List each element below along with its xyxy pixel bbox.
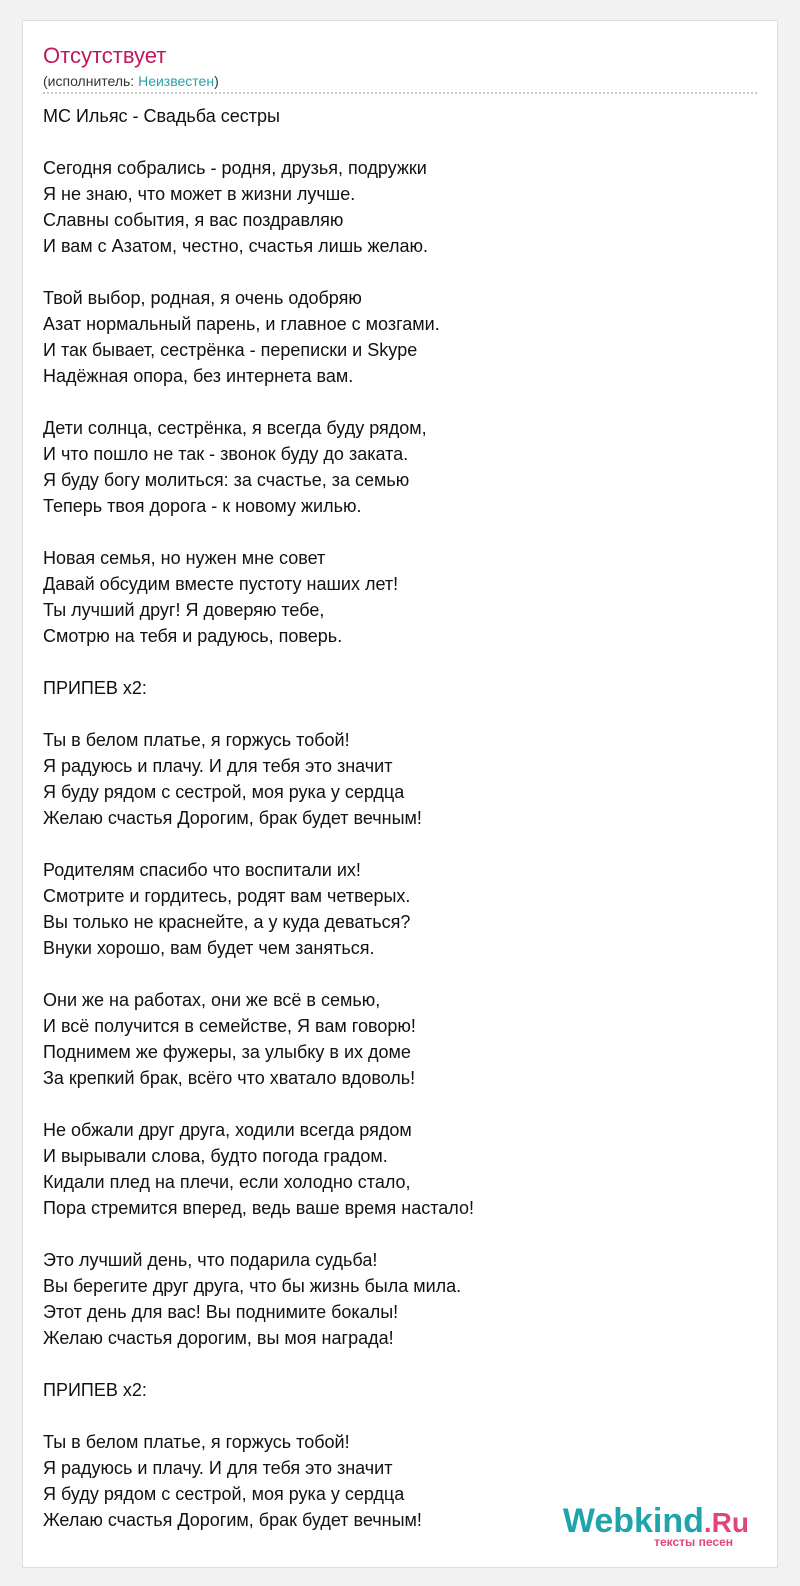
lyric-line: Новая семья, но нужен мне совет [43,548,326,568]
verse-block [43,1117,757,1221]
dotted-divider [43,92,757,94]
lyric-line: Пора стремится вперед, ведь ваше время настало! [43,1198,475,1218]
artist-line [43,71,757,91]
lyric-line: Дети солнца, сестрёнка, я всегда буду рядом, [43,418,427,438]
song-name-line-block [43,103,757,129]
lyric-line: Я буду богу молиться: за счастье, за семью [43,470,410,490]
verse-block [43,857,757,961]
lyric-line: ПРИПЕВ х2: [43,1380,147,1400]
lyrics-card [22,20,778,1568]
lyric-line: Желаю счастья дорогим, вы моя награда! [43,1328,394,1348]
verse-block [43,987,757,1091]
verse-block [43,1247,757,1351]
lyric-line: Твой выбор, родная, я очень одобряю [43,288,362,308]
lyric-line: Поднимем же фужеры, за улыбку в их доме [43,1042,411,1062]
lyric-line: Желаю счастья Дорогим, брак будет вечным! [43,1510,422,1530]
verse-block [43,285,757,389]
lyric-line: Они же на работах, они же всё в семью, [43,990,381,1010]
artist-prefix: (исполнитель: [43,73,139,89]
lyric-line: Надёжная опора, без интернета вам. [43,366,354,386]
lyric-line: Этот день для вас! Вы поднимите бокалы! [43,1302,399,1322]
lyric-line: Я не знаю, что может в жизни лучше. [43,184,356,204]
webkind-tagline: тексты песен [654,1535,733,1549]
lyric-line: За крепкий брак, всёго что хватало вдоволь! [43,1068,416,1088]
song-name-line: МС Ильяс - Свадьба сестры [43,106,280,126]
lyric-line: Азат нормальный парень, и главное с мозгами. [43,314,440,334]
lyric-line: Желаю счастья Дорогим, брак будет вечным! [43,808,422,828]
lyric-line: Ты в белом платье, я горжусь тобой! [43,730,350,750]
lyric-line: И всё получится в семействе, Я вам говорю! [43,1016,416,1036]
verse-block [43,1377,757,1403]
lyric-line: Я радуюсь и плачу. И для тебя это значит [43,756,393,776]
lyric-line: И так бывает, сестрёнка - переписки и Skype [43,340,418,360]
lyric-line: И вырывали слова, будто погода градом. [43,1146,388,1166]
lyric-line: Сегодня собрались - родня, друзья, подружки [43,158,427,178]
lyric-line: Смотрю на тебя и радуюсь, поверь. [43,626,343,646]
lyric-line: Славны события, я вас поздравляю [43,210,344,230]
lyric-line: Смотрите и гордитесь, родят вам четверых. [43,886,411,906]
lyrics-text [43,103,757,1559]
verse-block [43,545,757,649]
verse-block [43,415,757,519]
verse-block [43,727,757,831]
lyric-line: И что пошло не так - звонок буду до заката. [43,444,409,464]
lyric-line: Родителям спасибо что воспитали их! [43,860,361,880]
lyric-line: Это лучший день, что подарила судьба! [43,1250,378,1270]
lyric-line: Ты в белом платье, я горжусь тобой! [43,1432,350,1452]
webkind-brand: Webkind [562,1502,704,1540]
lyric-line: Вы берегите друг друга, что бы жизнь была мила. [43,1276,462,1296]
lyric-line: Я радуюсь и плачу. И для тебя это значит [43,1458,393,1478]
webkind-tld: .Ru [703,1507,749,1538]
lyric-line: Не обжали друг друга, ходили всегда рядом [43,1120,412,1140]
artist-link[interactable]: Неизвестен [138,73,215,89]
lyric-line: Я буду рядом с сестрой, моя рука у сердца [43,1484,405,1504]
lyric-line: Вы только не краснейте, а у куда деваться? [43,912,411,932]
song-title: Отсутствует [43,43,167,68]
artist-suffix: ) [214,73,219,89]
lyric-line: Теперь твоя дорога - к новому жилью. [43,496,362,516]
lyric-line: Я буду рядом с сестрой, моя рука у сердца [43,782,405,802]
lyric-line: Ты лучший друг! Я доверяю тебе, [43,600,325,620]
lyric-line: И вам с Азатом, честно, счастья лишь желаю. [43,236,428,256]
lyric-line: Давай обсудим вместе пустоту наших лет! [43,574,399,594]
verse-block [43,675,757,701]
lyric-line: Кидали плед на плечи, если холодно стало, [43,1172,411,1192]
lyric-line: Внуки хорошо, вам будет чем заняться. [43,938,375,958]
webkind-logo[interactable] [559,1503,749,1547]
lyric-line: ПРИПЕВ х2: [43,678,147,698]
verses-container [43,155,757,1533]
song-header [43,41,757,91]
verse-block [43,155,757,259]
